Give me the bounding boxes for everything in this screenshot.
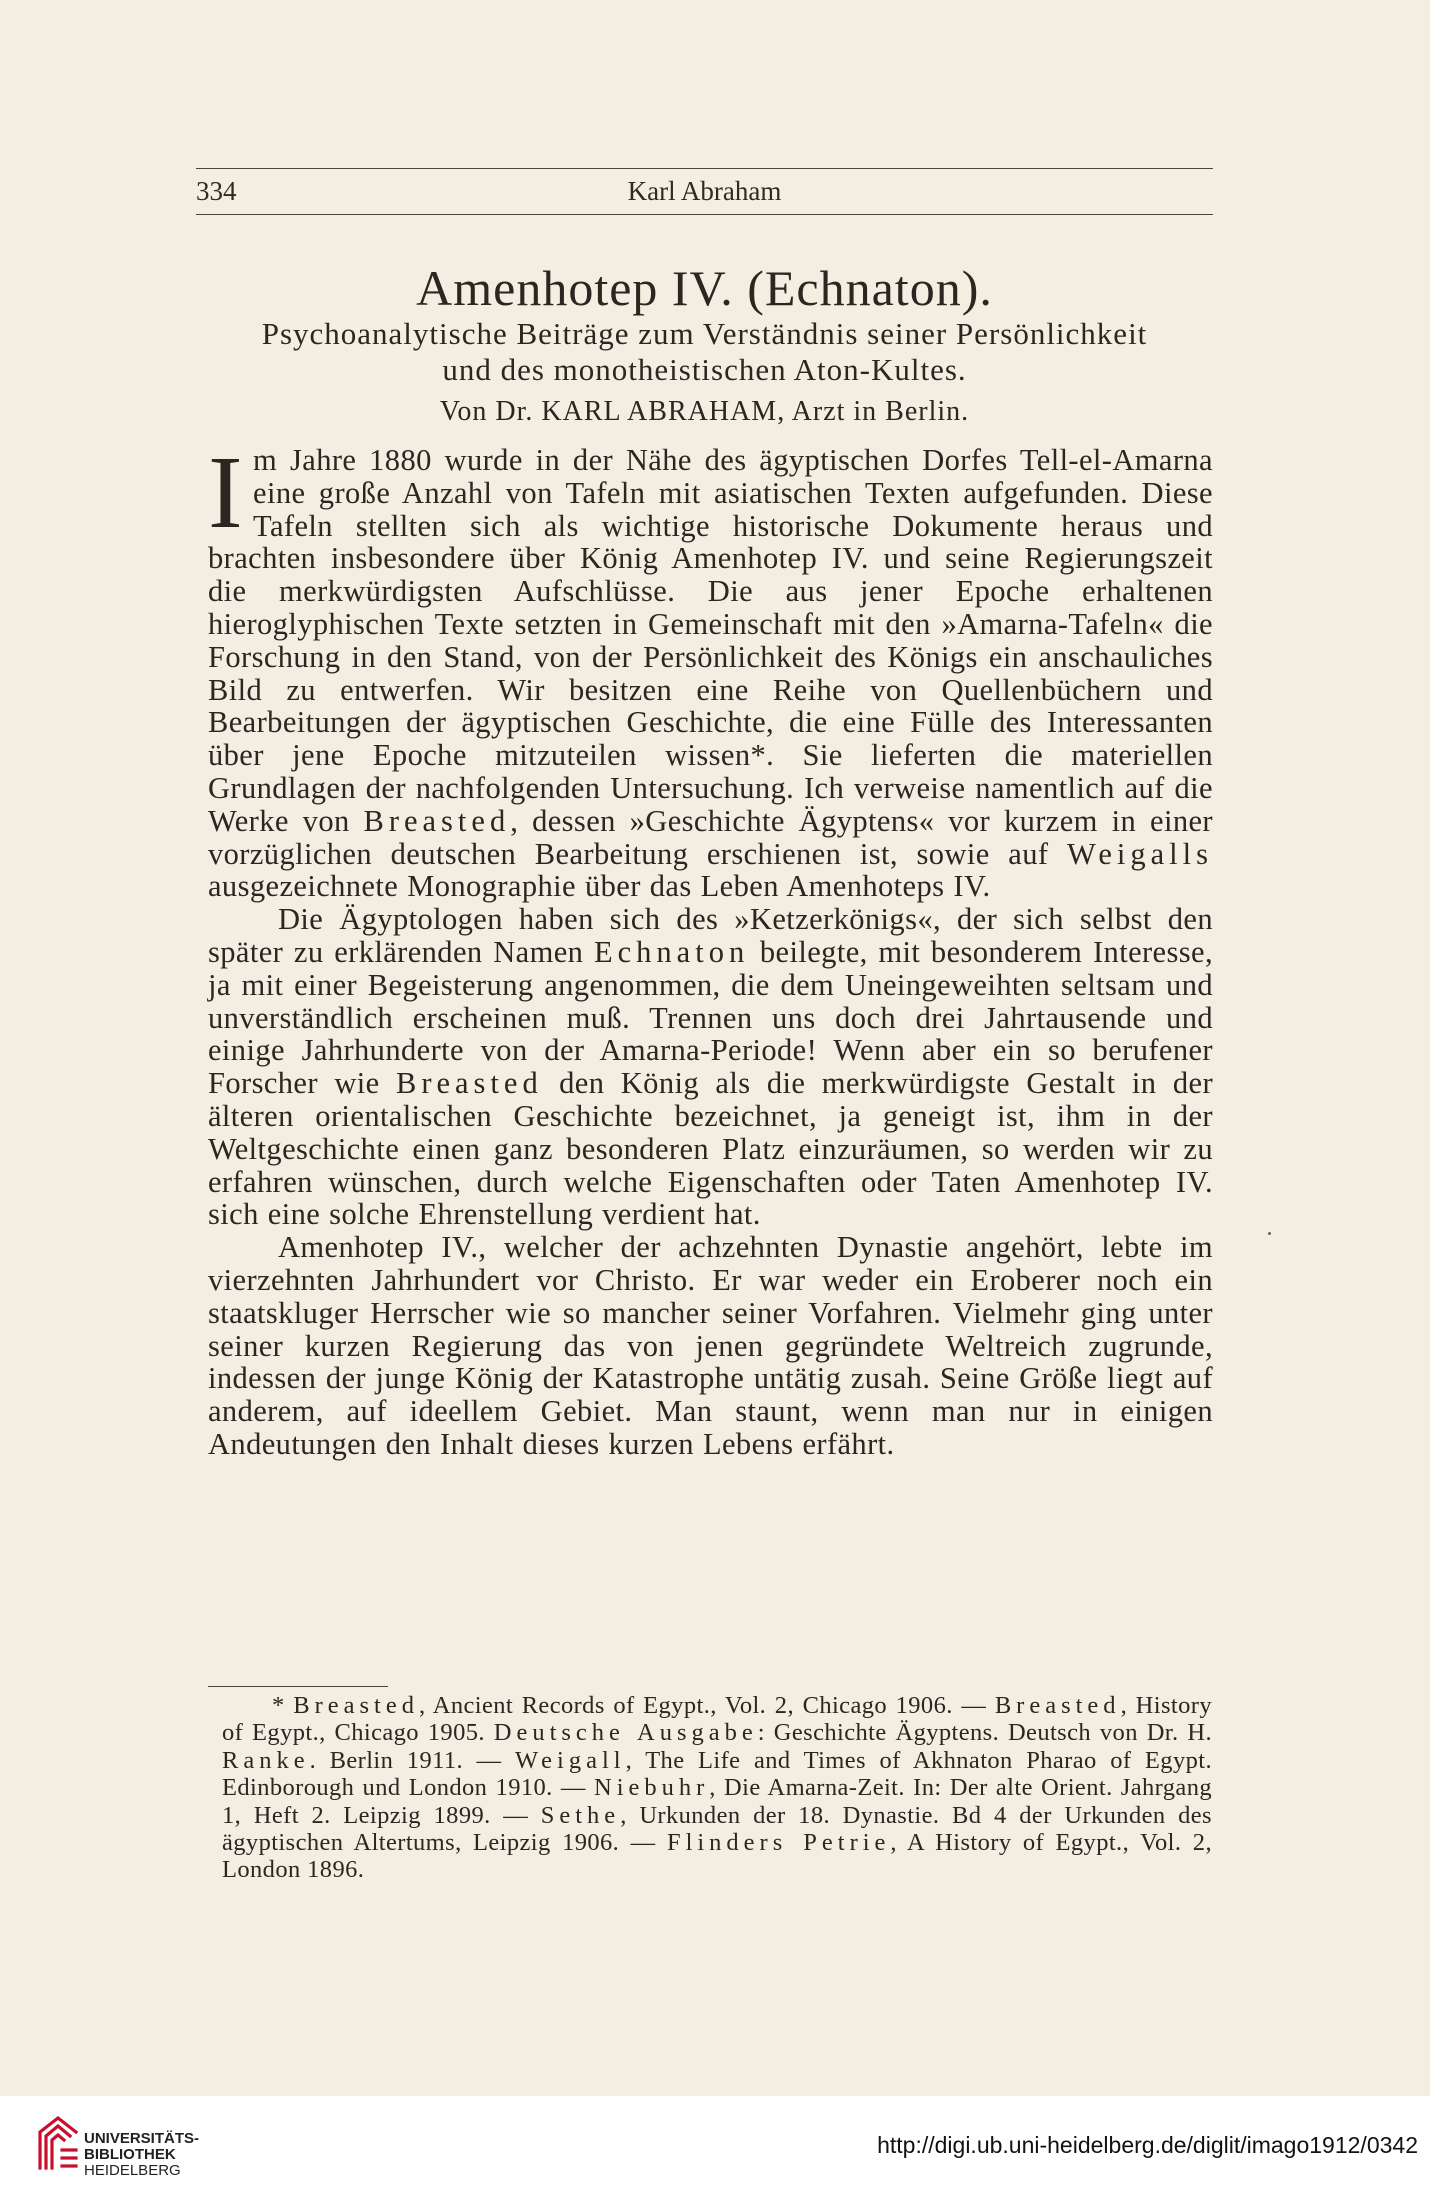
fn-a: , Ancient Records of Egypt., Vol. 2, Chicago 1906. — bbox=[418, 1692, 995, 1719]
paragraph-3: Amenhotep IV., welcher der achzehnten Dynastie angehört, lebte im vierzehnten Jahrhundert vor Christo. Er war weder ein Eroberer noch ein staatskluger Herrscher wie so mancher seiner Vorfahren. Vielmehr ging unter seiner kurzen Regierung das von jenen gegründete Weltreich zugrunde, indessen der junge König der Katastrophe untätig zusah. Seine Größe liegt auf anderem, auf ideellem Gebiet. Man staunt, wenn man nur in einigen Andeutungen den Inhalt dieses kurzen Lebens erfährt. bbox=[208, 1230, 1213, 1461]
fn-niebuhr: Niebuhr bbox=[594, 1774, 710, 1802]
p1-breasted: Breasted bbox=[363, 803, 511, 838]
p1-text-b: , dessen »Geschichte Ägyptens« vor kurzem in einer vorzüglichen deutschen Bearbeitung erschienen ist, sowie auf bbox=[208, 803, 1213, 871]
subtitle-line-2: und des monotheistischen Aton-Kultes. bbox=[442, 352, 967, 387]
p1-weigalls: Weigalls bbox=[1067, 836, 1213, 871]
fn-sethe: Sethe bbox=[540, 1801, 621, 1829]
fn-marker: * bbox=[272, 1692, 294, 1719]
article-body bbox=[208, 435, 1213, 1461]
fn-deutsche-ausgabe: Deutsche Ausgabe bbox=[493, 1719, 758, 1747]
fn-f: , Die Amarna-Zeit. In: Der alte Orient. Jahrgang 1, Heft 2. Leipzig 1899. — bbox=[222, 1774, 1213, 1829]
library-line-1: UNIVERSITÄTS- bbox=[84, 2130, 200, 2147]
p2-text-b: beilegte, mit besonderem Interesse, ja mit einer Begeisterung angenommen, die dem Uneingeweihten seltsam und unverständlich erscheinen muß. Trennen uns doch drei Jahrtausende und einige Jahrhunderte von der Amarna-Periode! Wenn aber ein so berufener Forscher wie bbox=[208, 934, 1213, 1101]
subtitle-line-1: Psychoanalytische Beiträge zum Verständnis seiner Persönlichkeit bbox=[261, 316, 1148, 351]
article-subtitle bbox=[196, 316, 1213, 388]
header-top-rule bbox=[196, 168, 1213, 169]
article-byline: Von Dr. KARL ABRAHAM, Arzt in Berlin. bbox=[439, 396, 970, 427]
permalink-url[interactable]: http://digi.ub.uni-heidelberg.de/diglit/imago1912/0342 bbox=[877, 2132, 1418, 2158]
library-line-3: HEIDELBERG bbox=[84, 2162, 181, 2179]
paragraph-1 bbox=[208, 435, 1213, 904]
fn-g: , Urkunden der 18. Dynastie. Bd 4 der Urkunden des ägyptischen Altertums, Leipzig 1906. — bbox=[222, 1801, 1212, 1857]
running-title: Karl Abraham bbox=[627, 176, 782, 206]
stray-mark bbox=[1268, 1232, 1271, 1235]
footnote bbox=[222, 1692, 1212, 1884]
library-line-2: BIBLIOTHEK bbox=[84, 2146, 176, 2163]
fn-breasted-1: Breasted bbox=[293, 1692, 419, 1719]
p2-echnaton: Echnaton bbox=[594, 934, 750, 969]
fn-e: , The Life and Times of Akhnaton Pharao of Egypt. Edinborough und London 1910. — bbox=[222, 1746, 1212, 1802]
library-logo-icon[interactable] bbox=[34, 2110, 82, 2172]
p1-text-c: ausgezeichnete Monographie über das Leben Amenhoteps IV. bbox=[208, 869, 991, 904]
fn-c: : Geschichte Ägyptens. Deutsch von Dr. H. bbox=[757, 1719, 1212, 1747]
p1-text-a: m Jahre 1880 wurde in der Nähe des ägyptischen Dorfes Tell-el-Amarna eine große Anzahl von Tafeln mit asiatischen Texten aufgefunden. Diese Tafeln stellten sich als wichtige historische Dokumente heraus und brachten insbesondere über König Amenhotep IV. und seine Regierungszeit die merkwürdigsten Aufschlüsse. Die aus jener Epoche erhaltenen hieroglyphischen Texte setzten in Gemeinschaft mit den »Amarna-Tafeln« die Forschung in den Stand, von der Persönlichkeit des Königs ein anschauliches Bild zu entwerfen. Wir besitzen eine Reihe von Quellenbüchern und Bearbeitungen der ägyptischen Geschichte, die eine Fülle des Interessanten über jene Epoche mitzuteilen wissen*. Sie lieferten die materiellen Grundlagen der nachfolgenden Untersuchung. Ich verweise namentlich auf die Werke von bbox=[208, 443, 1213, 838]
p2-breasted: Breasted bbox=[395, 1066, 543, 1101]
fn-weigall: Weigall bbox=[514, 1746, 626, 1774]
footnote-rule bbox=[208, 1686, 388, 1687]
p2-text-a: Die Ägyptologen haben sich des »Ketzerkönigs«, der sich selbst den später zu erklärenden Namen bbox=[208, 902, 1213, 969]
header-bottom-rule bbox=[196, 214, 1213, 215]
running-header bbox=[196, 176, 1213, 212]
article-title: Amenhotep IV. (Echnaton). bbox=[416, 260, 993, 316]
p2-text-c: den König als die merkwürdigste Gestalt in der älteren orientalischen Geschichte bezeichnet, ja geneigt ist, ihm in der Weltgeschichte einen ganz besonderen Platz einzuräumen, so werden wir zu erfahren wünschen, durch welche Eigenschaften oder Taten Amenhotep IV. sich eine solche Ehrenstellung verdient hat. bbox=[208, 1066, 1213, 1232]
fn-breasted-2: Breasted bbox=[994, 1692, 1121, 1719]
fn-d: . Berlin 1911. — bbox=[309, 1746, 515, 1774]
fn-ranke: Ranke bbox=[222, 1746, 310, 1774]
paragraph-2 bbox=[208, 903, 1213, 1231]
fn-b: , History of Egypt., Chicago 1905. bbox=[222, 1692, 1212, 1747]
page-number: 334 bbox=[196, 176, 237, 206]
footnote-text bbox=[222, 1692, 1212, 1884]
fn-flinders-petrie: Flinders Petrie bbox=[666, 1829, 891, 1857]
drop-cap: I bbox=[208, 435, 244, 550]
fn-h: , A History of Egypt., Vol. 2, London 1896. bbox=[222, 1829, 1212, 1884]
library-name[interactable] bbox=[84, 2131, 199, 2179]
